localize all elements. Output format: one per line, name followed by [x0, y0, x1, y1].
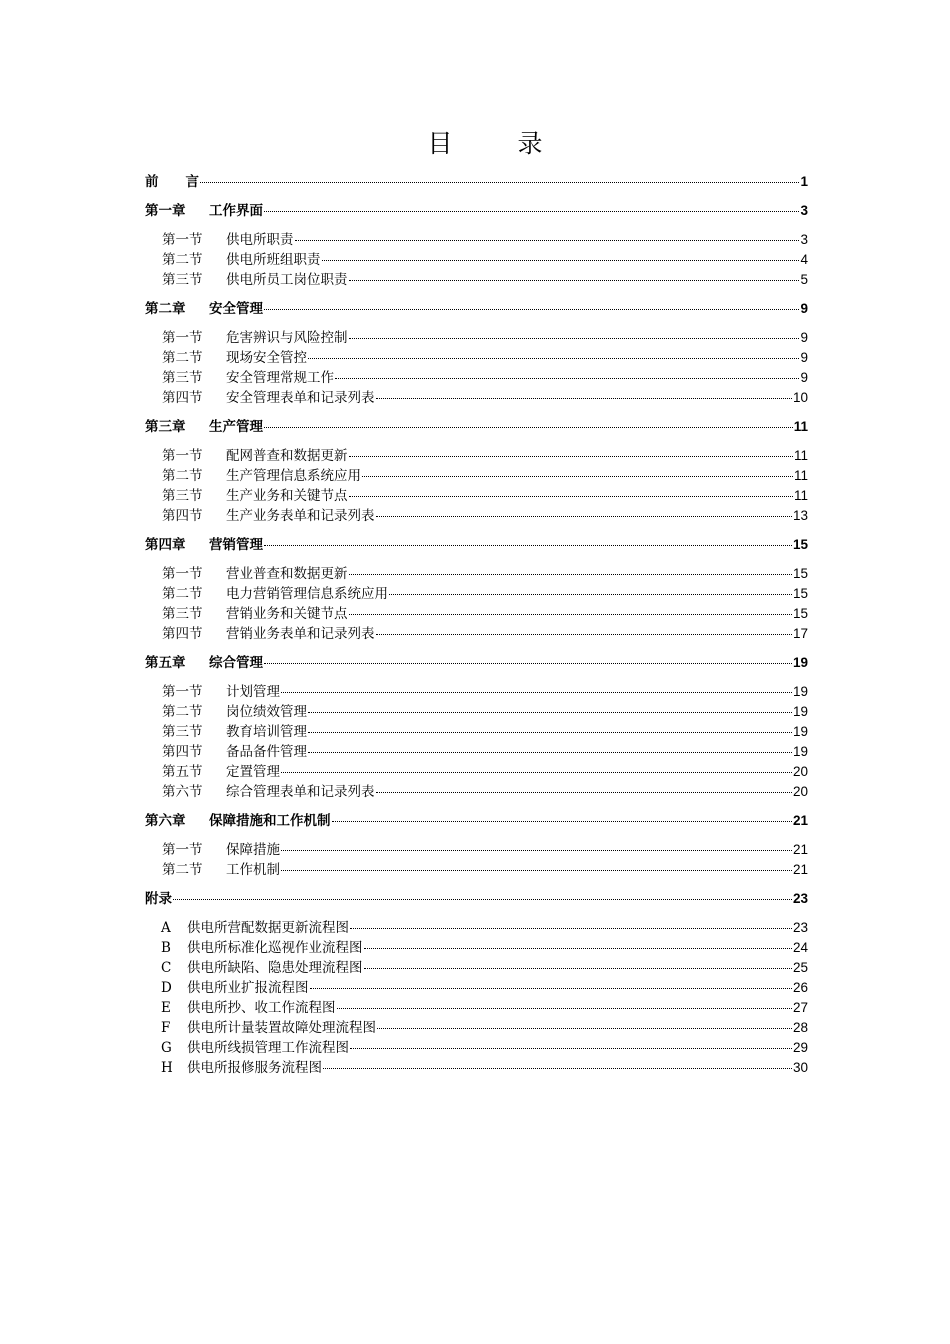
- toc-entry-number: 第三节: [162, 724, 203, 740]
- toc-dot-leader: [200, 182, 799, 183]
- toc-page-number: 17: [792, 626, 808, 641]
- toc-page-number: 21: [792, 862, 808, 877]
- toc-entry-number: 第三节: [162, 606, 203, 622]
- toc-entry-title: 供电所报修服务流程图: [187, 1060, 322, 1076]
- toc-section-entry[interactable]: [145, 720, 808, 740]
- toc-page-number: 28: [792, 1020, 808, 1035]
- toc-section-entry[interactable]: [145, 780, 808, 800]
- toc-section-entry[interactable]: [145, 268, 808, 288]
- toc-entry-number: 第二节: [162, 252, 203, 268]
- toc-page-number: 19: [792, 704, 808, 719]
- toc-entry-title: 教育培训管理: [226, 724, 307, 740]
- toc-entry-number: 第一节: [162, 842, 203, 858]
- toc-section-entry[interactable]: [145, 680, 808, 700]
- toc-page-number: 3: [800, 203, 808, 218]
- toc-section-entry[interactable]: [145, 484, 808, 504]
- toc-dot-leader: [281, 870, 792, 871]
- toc-entry-number: 第二节: [162, 862, 203, 878]
- toc-entry-number: 第一章: [145, 203, 186, 219]
- toc-dot-leader: [322, 260, 800, 261]
- toc-section-entry[interactable]: [145, 326, 808, 346]
- toc-entry-title: 营业普查和数据更新: [226, 566, 348, 582]
- toc-page-number: 9: [800, 301, 808, 316]
- toc-entry-title: 供电所抄、收工作流程图: [187, 1000, 336, 1016]
- toc-chapter-entry[interactable]: [145, 415, 808, 435]
- toc-dot-leader: [264, 427, 793, 428]
- toc-entry-number: D: [161, 980, 172, 996]
- toc-page-number: 11: [793, 419, 808, 434]
- toc-section-entry[interactable]: [145, 760, 808, 780]
- toc-entry-title: 工作界面: [209, 203, 263, 219]
- toc-page-number: 4: [800, 252, 808, 267]
- toc-dot-leader: [308, 358, 799, 359]
- toc-entry-title: 营销业务和关键节点: [226, 606, 348, 622]
- toc-dot-leader: [376, 792, 792, 793]
- toc-dot-leader: [349, 574, 792, 575]
- toc-entry-title: 保障措施: [226, 842, 280, 858]
- toc-page-number: 3: [800, 232, 808, 247]
- toc-dot-leader: [376, 398, 792, 399]
- toc-chapter-entry[interactable]: [145, 297, 808, 317]
- toc-chapter-entry[interactable]: [145, 533, 808, 553]
- toc-entry-number: 第一节: [162, 566, 203, 582]
- toc-section-entry[interactable]: [145, 444, 808, 464]
- toc-entry-number: 第三节: [162, 272, 203, 288]
- toc-appendix-entry[interactable]: [145, 936, 808, 956]
- toc-entry-title: 供电所班组职责: [226, 252, 321, 268]
- toc-appendix-entry[interactable]: [145, 916, 808, 936]
- toc-entry-title: 危害辨识与风险控制: [226, 330, 348, 346]
- toc-page-number: 11: [793, 448, 808, 463]
- toc-page-number: 27: [792, 1000, 808, 1015]
- toc-entry-title: 营销管理: [209, 537, 263, 553]
- toc-entry-title: 安全管理: [209, 301, 263, 317]
- toc-entry-title: 供电所标准化巡视作业流程图: [187, 940, 363, 956]
- toc-entry-number: 第二节: [162, 468, 203, 484]
- toc-section-entry[interactable]: [145, 346, 808, 366]
- toc-dot-leader: [349, 280, 800, 281]
- toc-chapter-entry[interactable]: [145, 809, 808, 829]
- toc-dot-leader: [310, 988, 792, 989]
- toc-entry-title: 供电所员工岗位职责: [226, 272, 348, 288]
- toc-dot-leader: [349, 456, 793, 457]
- toc-page-number: 19: [792, 744, 808, 759]
- toc-entry-number: 第四章: [145, 537, 186, 553]
- toc-entry-title: 供电所营配数据更新流程图: [187, 920, 349, 936]
- toc-entry-title: 生产业务和关键节点: [226, 488, 348, 504]
- toc-entry-number: 第二章: [145, 301, 186, 317]
- toc-entry-number: E: [161, 1000, 171, 1016]
- toc-page-number: 25: [792, 960, 808, 975]
- toc-entry-title: 供电所线损管理工作流程图: [187, 1040, 349, 1056]
- toc-section-entry[interactable]: [145, 386, 808, 406]
- toc-page-number: 15: [792, 606, 808, 621]
- toc-entry-number: B: [161, 940, 171, 956]
- toc-chapter-entry[interactable]: [145, 199, 808, 219]
- toc-section-entry[interactable]: [145, 740, 808, 760]
- toc-section-entry[interactable]: [145, 504, 808, 524]
- toc-section-entry[interactable]: [145, 838, 808, 858]
- toc-page-number: 29: [792, 1040, 808, 1055]
- toc-entry-title: 生产管理信息系统应用: [226, 468, 361, 484]
- toc-dot-leader: [349, 338, 800, 339]
- toc-page-number: 26: [792, 980, 808, 995]
- toc-page-number: 11: [793, 468, 808, 483]
- toc-entry-title: 供电所职责: [226, 232, 294, 248]
- toc-page-number: 15: [792, 537, 808, 552]
- toc-entry-number: 第四节: [162, 744, 203, 760]
- toc-entry-number: 第二节: [162, 704, 203, 720]
- toc-entry-title: 计划管理: [226, 684, 280, 700]
- toc-entry-title: 电力营销管理信息系统应用: [226, 586, 388, 602]
- table-of-contents: [145, 170, 808, 1076]
- toc-entry-title: 供电所业扩报流程图: [187, 980, 309, 996]
- toc-entry-title: 生产管理: [209, 419, 263, 435]
- toc-page-number: 15: [792, 566, 808, 581]
- toc-section-entry[interactable]: [145, 464, 808, 484]
- toc-chapter-entry[interactable]: [145, 887, 808, 907]
- toc-section-entry[interactable]: [145, 366, 808, 386]
- toc-chapter-entry[interactable]: [145, 651, 808, 671]
- toc-entry-number: 第四节: [162, 390, 203, 406]
- toc-entry-number: 第三章: [145, 419, 186, 435]
- toc-section-entry[interactable]: [145, 562, 808, 582]
- toc-appendix-entry[interactable]: [145, 956, 808, 976]
- toc-page-number: 11: [793, 488, 808, 503]
- toc-appendix-entry[interactable]: [145, 1016, 808, 1036]
- toc-entry-number: C: [161, 960, 172, 976]
- toc-entry-title: 工作机制: [226, 862, 280, 878]
- toc-dot-leader: [364, 948, 792, 949]
- toc-page-number: 23: [792, 920, 808, 935]
- toc-dot-leader: [350, 928, 792, 929]
- toc-entry-title: 供电所计量装置故障处理流程图: [187, 1020, 376, 1036]
- toc-entry-number: 附录: [145, 891, 172, 907]
- toc-entry-number: 第一节: [162, 330, 203, 346]
- toc-page-number: 30: [792, 1060, 808, 1075]
- toc-dot-leader: [376, 516, 792, 517]
- toc-dot-leader: [308, 732, 792, 733]
- toc-entry-number: 第二节: [162, 586, 203, 602]
- toc-dot-leader: [349, 496, 793, 497]
- toc-page-number: 10: [792, 390, 808, 405]
- toc-entry-title: 综合管理: [209, 655, 263, 671]
- toc-dot-leader: [350, 1048, 792, 1049]
- toc-entry-title: 安全管理常规工作: [226, 370, 334, 386]
- toc-dot-leader: [281, 692, 792, 693]
- toc-dot-leader: [264, 545, 792, 546]
- toc-page-number: 20: [792, 764, 808, 779]
- toc-page-number: 9: [800, 330, 808, 345]
- toc-dot-leader: [332, 821, 792, 822]
- toc-section-entry[interactable]: [145, 858, 808, 878]
- toc-dot-leader: [295, 240, 800, 241]
- toc-section-entry[interactable]: [145, 582, 808, 602]
- toc-entry-number: 第一节: [162, 448, 203, 464]
- toc-entry-number: 第五节: [162, 764, 203, 780]
- toc-section-entry[interactable]: [145, 602, 808, 622]
- toc-entry-number: 第四节: [162, 626, 203, 642]
- toc-entry-number: H: [161, 1060, 173, 1076]
- toc-page-number: 15: [792, 586, 808, 601]
- toc-entry-number: 第六节: [162, 784, 203, 800]
- toc-appendix-entry[interactable]: [145, 976, 808, 996]
- toc-page-number: 19: [792, 724, 808, 739]
- toc-page-number: 19: [792, 655, 808, 670]
- toc-section-entry[interactable]: [145, 228, 808, 248]
- toc-section-entry[interactable]: [145, 622, 808, 642]
- toc-dot-leader: [323, 1068, 792, 1069]
- toc-dot-leader: [264, 663, 792, 664]
- toc-dot-leader: [389, 594, 792, 595]
- toc-dot-leader: [335, 378, 799, 379]
- toc-dot-leader: [173, 899, 792, 900]
- toc-entry-title: 安全管理表单和记录列表: [226, 390, 375, 406]
- toc-page-number: 24: [792, 940, 808, 955]
- toc-entry-number: 第三节: [162, 488, 203, 504]
- toc-section-entry[interactable]: [145, 700, 808, 720]
- toc-page-number: 19: [792, 684, 808, 699]
- toc-entry-title: 营销业务表单和记录列表: [226, 626, 375, 642]
- toc-entry-number: 第二节: [162, 350, 203, 366]
- toc-page-number: 9: [800, 370, 808, 385]
- toc-entry-number: 前 言: [145, 174, 199, 190]
- toc-entry-number: 第四节: [162, 508, 203, 524]
- toc-page-number: 13: [792, 508, 808, 523]
- toc-dot-leader: [362, 476, 793, 477]
- toc-dot-leader: [281, 850, 792, 851]
- toc-entry-title: 供电所缺陷、隐患处理流程图: [187, 960, 363, 976]
- toc-entry-title: 生产业务表单和记录列表: [226, 508, 375, 524]
- toc-entry-number: 第五章: [145, 655, 186, 671]
- toc-entry-number: F: [161, 1020, 171, 1036]
- toc-dot-leader: [377, 1028, 792, 1029]
- toc-page-number: 9: [800, 350, 808, 365]
- toc-entry-title: 综合管理表单和记录列表: [226, 784, 375, 800]
- toc-page-number: 21: [792, 813, 808, 828]
- toc-entry-number: G: [161, 1040, 172, 1056]
- toc-dot-leader: [364, 968, 792, 969]
- toc-dot-leader: [337, 1008, 792, 1009]
- toc-dot-leader: [376, 634, 792, 635]
- toc-entry-number: 第一节: [162, 232, 203, 248]
- toc-dot-leader: [308, 712, 792, 713]
- toc-dot-leader: [349, 614, 792, 615]
- toc-appendix-entry[interactable]: [145, 1036, 808, 1056]
- toc-page-number: 23: [792, 891, 808, 906]
- toc-entry-number: 第六章: [145, 813, 186, 829]
- toc-entry-number: A: [161, 920, 171, 936]
- toc-section-entry[interactable]: [145, 248, 808, 268]
- toc-title: 目 录: [427, 129, 563, 158]
- toc-dot-leader: [264, 309, 799, 310]
- toc-page-number: 5: [800, 272, 808, 287]
- toc-entry-title: 定置管理: [226, 764, 280, 780]
- toc-chapter-entry[interactable]: [145, 170, 808, 190]
- toc-appendix-entry[interactable]: [145, 996, 808, 1016]
- toc-entry-title: 现场安全管控: [226, 350, 307, 366]
- toc-page-number: 21: [792, 842, 808, 857]
- toc-entry-title: 配网普查和数据更新: [226, 448, 348, 464]
- toc-entry-number: 第三节: [162, 370, 203, 386]
- toc-dot-leader: [264, 211, 799, 212]
- toc-dot-leader: [308, 752, 792, 753]
- toc-entry-title: 保障措施和工作机制: [209, 813, 331, 829]
- toc-entry-title: 备品备件管理: [226, 744, 307, 760]
- toc-entry-number: 第一节: [162, 684, 203, 700]
- toc-appendix-entry[interactable]: [145, 1056, 808, 1076]
- toc-page-number: 1: [800, 174, 808, 189]
- toc-dot-leader: [281, 772, 792, 773]
- toc-page-number: 20: [792, 784, 808, 799]
- toc-entry-title: 岗位绩效管理: [226, 704, 307, 720]
